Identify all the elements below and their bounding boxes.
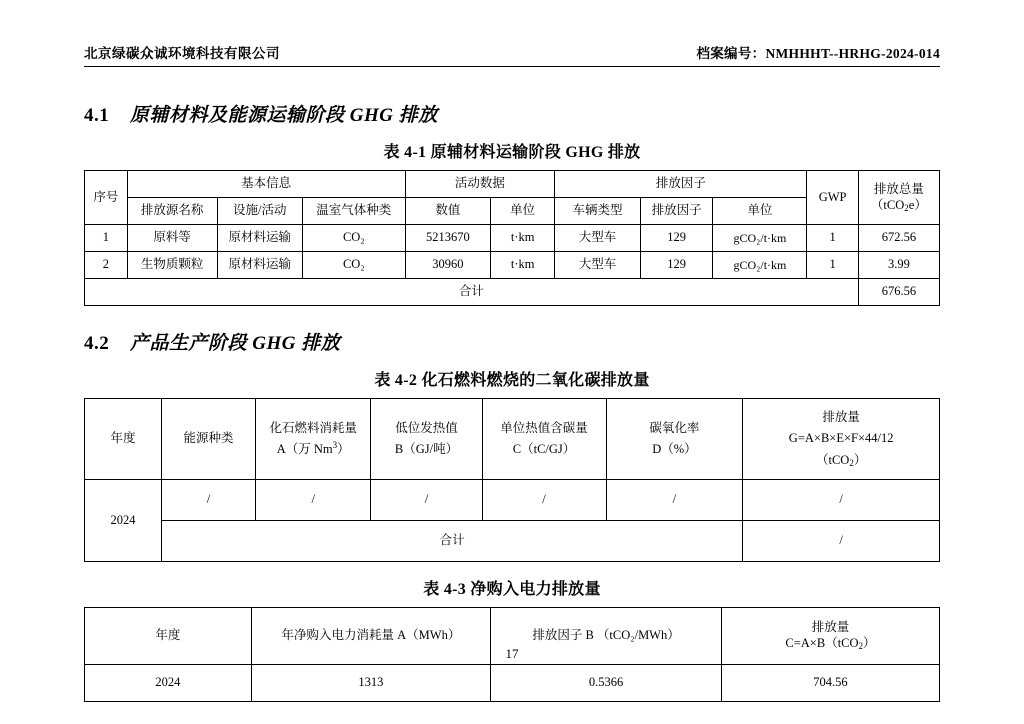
cell-facility: 原材料运输: [217, 252, 303, 279]
section-title-4-1: 原辅材料及能源运输阶段 GHG 排放: [130, 105, 438, 126]
page-number: 17: [505, 646, 519, 661]
header-carbon-content-l2: C（tC/GJ）: [512, 442, 576, 456]
cell-factor-unit: gCO₂/t·km: [713, 225, 807, 252]
header-heat-value-l2: B（GJ/吨）: [394, 442, 459, 456]
header-emission-amount-l2: C=A×B（tCO$_2$）: [785, 636, 876, 651]
header-vehicle-type: 车辆类型: [555, 198, 641, 225]
cell-gas-type: CO₂: [303, 225, 406, 252]
header-carbon-content-l1: 单位热值含碳量: [500, 420, 588, 435]
page-content: [84, 78, 940, 702]
cell-unit: t·km: [491, 252, 555, 279]
cell-year: 2024: [85, 480, 162, 562]
header-basic-info: 基本信息: [127, 171, 405, 198]
header-fuel-consumption-l2: A（万 Nm$^3$）: [276, 440, 350, 456]
cell-heat-value: /: [371, 480, 482, 521]
table-row: [85, 399, 940, 480]
cell-energy-type: /: [161, 480, 255, 521]
cell-sum-value: 676.56: [858, 279, 939, 306]
header-energy-type: 能源种类: [161, 399, 255, 480]
cell-value: 5213670: [405, 225, 491, 252]
cell-carbon-content: /: [482, 480, 606, 521]
header-emission-factor: 排放因子 B （tCO₂/MWh）: [491, 608, 722, 665]
page-header: [84, 42, 940, 67]
cell-fuel-consumption: /: [255, 480, 370, 521]
cell-seq: 2: [85, 252, 128, 279]
table-row-total: [85, 279, 940, 306]
cell-source-name: 原料等: [127, 225, 217, 252]
section-title-4-2: 产品生产阶段 GHG 排放: [130, 333, 341, 354]
header-company: 北京绿碳众诚环境科技有限公司: [84, 46, 280, 61]
table-42-caption: 表 4-2 化石燃料燃烧的二氧化碳排放量: [374, 372, 650, 389]
header-emission-amount-l2: G=A×B×E×F×44/12: [788, 431, 894, 446]
section-heading-4-1: [84, 100, 940, 127]
cell-factor-unit: gCO₂/t·km: [713, 252, 807, 279]
cell-sum-label: 合计: [161, 521, 742, 562]
header-source-name: 排放源名称: [127, 198, 217, 225]
cell-facility: 原材料运输: [217, 225, 303, 252]
cell-unit: t·km: [491, 225, 555, 252]
table-row: [85, 225, 940, 252]
header-emission-amount-l1: 排放量: [811, 620, 850, 635]
cell-vehicle-type: 大型车: [555, 225, 641, 252]
cell-sum-value: /: [743, 521, 940, 562]
cell-emission-factor: 129: [640, 252, 713, 279]
cell-emission-factor: 129: [640, 225, 713, 252]
header-heat-value: [371, 399, 482, 480]
header-emission-factor-group: 排放因子: [555, 171, 807, 198]
header-activity-data: 活动数据: [405, 171, 555, 198]
cell-source-name: 生物质颗粒: [127, 252, 217, 279]
cell-gwp: 1: [807, 252, 858, 279]
header-total-emissions-label: 排放总量: [873, 181, 924, 196]
section-heading-4-2: [84, 328, 940, 355]
header-unit: 单位: [491, 198, 555, 225]
header-archive-number: 档案编号：NMHHHT--HRHG-2024-014: [696, 46, 940, 61]
header-carbon-content: [482, 399, 606, 480]
header-year: 年度: [85, 608, 252, 665]
table-41-caption: 表 4-1 原辅材料运输阶段 GHG 排放: [383, 144, 641, 161]
header-oxidation-rate: [606, 399, 743, 480]
cell-gas-type: CO₂: [303, 252, 406, 279]
cell-seq: 1: [85, 225, 128, 252]
header-oxidation-rate-l1: 碳氧化率: [649, 420, 700, 435]
table-emissions-transport: [84, 170, 940, 306]
cell-total: 672.56: [858, 225, 939, 252]
cell-emission-amount: 704.56: [721, 665, 939, 702]
cell-electricity-consumption: 1313: [251, 665, 490, 702]
header-gas-type: 温室气体种类: [303, 198, 406, 225]
header-electricity-consumption: 年净购入电力消耗量 A（MWh）: [251, 608, 490, 665]
header-gwp: GWP: [807, 171, 858, 225]
cell-total: 3.99: [858, 252, 939, 279]
table-row: [85, 480, 940, 521]
header-emission-amount: [743, 399, 940, 480]
header-emission-factor: 排放因子: [640, 198, 713, 225]
cell-oxidation-rate: /: [606, 480, 743, 521]
header-total-emissions: [858, 171, 939, 225]
header-fuel-consumption: [255, 399, 370, 480]
table-row: [85, 665, 940, 702]
header-factor-unit: 单位: [713, 198, 807, 225]
header-seq: 序号: [85, 171, 128, 225]
header-emission-amount-l3: （tCO$_2$）: [815, 452, 867, 468]
header-total-emissions-unit: （tCO$_2$e）: [870, 197, 927, 213]
header-emission-amount-l1: 排放量: [822, 410, 860, 425]
section-number-4-1: 4.1: [84, 105, 110, 126]
header-fuel-consumption-l1: 化石燃料消耗量: [269, 420, 357, 435]
header-year: 年度: [85, 399, 162, 480]
table-row: [85, 171, 940, 198]
header-oxidation-rate-l2: D（%）: [652, 442, 697, 456]
cell-year: 2024: [85, 665, 252, 702]
cell-emission-amount: /: [743, 480, 940, 521]
table-row: [85, 252, 940, 279]
header-heat-value-l1: 低位发热值: [395, 420, 458, 435]
table-row-total: [85, 521, 940, 562]
section-number-4-2: 4.2: [84, 333, 110, 354]
header-facility: 设施/活动: [217, 198, 303, 225]
header-value: 数值: [405, 198, 491, 225]
table-fossil-fuel-emissions: [84, 398, 940, 562]
cell-gwp: 1: [807, 225, 858, 252]
table-43-caption: 表 4-3 净购入电力排放量: [423, 581, 601, 598]
cell-sum-label: 合计: [85, 279, 859, 306]
cell-emission-factor: 0.5366: [491, 665, 722, 702]
cell-value: 30960: [405, 252, 491, 279]
cell-vehicle-type: 大型车: [555, 252, 641, 279]
